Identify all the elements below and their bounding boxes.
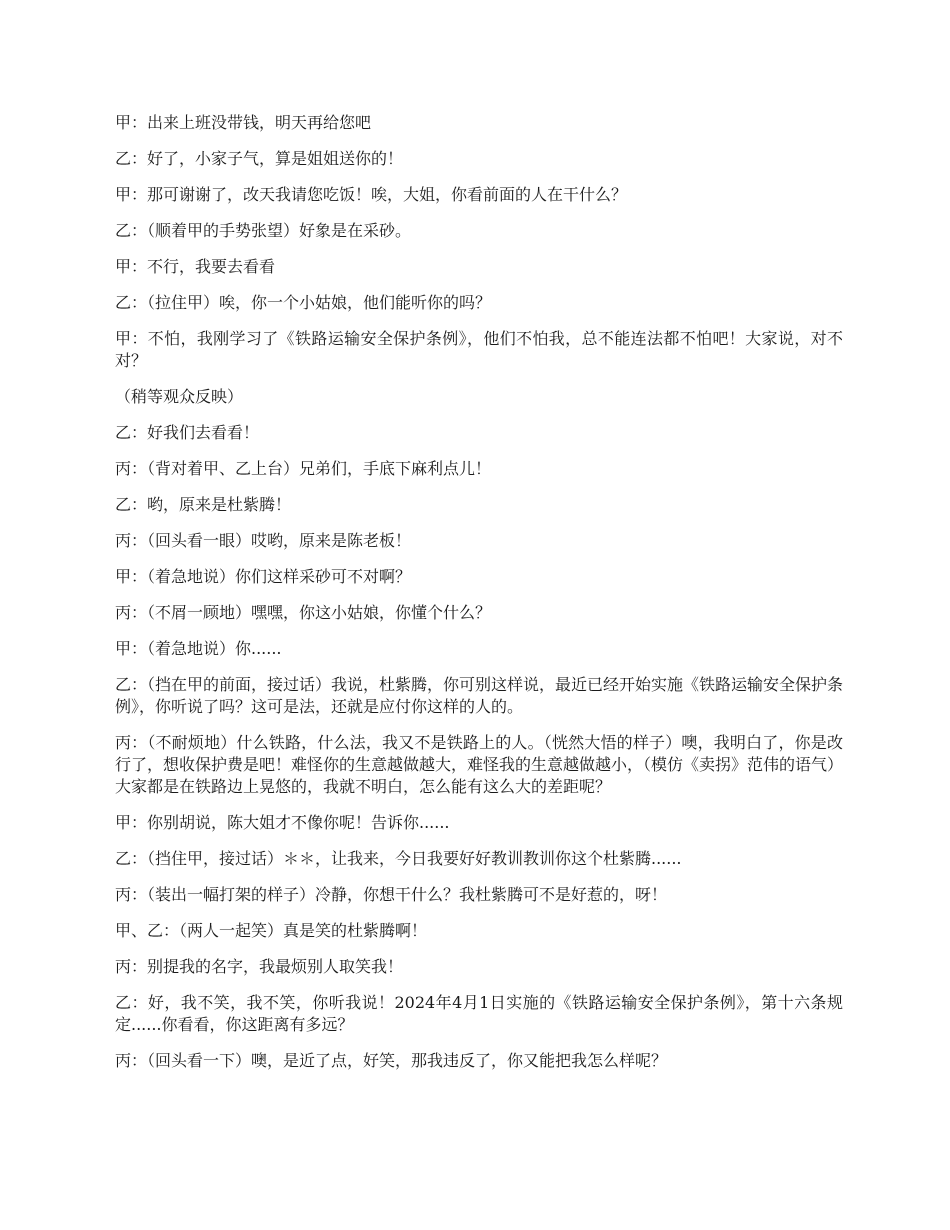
dialogue-line: 乙：好，我不笑，我不笑，你听我说！2024年4月1日实施的《铁路运输安全保护条例》，第十六条规定......你看看，你这距离有多远？ xyxy=(115,993,843,1034)
dialogue-line: 丙：（不耐烦地）什么铁路，什么法，我又不是铁路上的人。（恍然大悟的样子）噢，我明白了，你是改行了，想收保护费是吧！难怪你的生意越做越大，难怪我的生意越做越小，（模仿《卖拐》范伟的语气）大家都是在铁路边上晃悠的，我就不明白，怎么能有这么大的差距呢？ xyxy=(115,733,844,796)
dialogue-line: 甲：出来上班没带钱，明天再给您吧 xyxy=(115,113,372,132)
dialogue-line: 乙：（顺着甲的手势张望）好象是在采砂。 xyxy=(115,221,412,240)
dialogue-line: 甲：（着急地说）你...... xyxy=(115,639,282,658)
dialogue-line: 丙：别提我的名字，我最烦别人取笑我！ xyxy=(115,957,404,976)
dialogue-line: 乙：（拉住甲）唉，你一个小姑娘，他们能听你的吗？ xyxy=(115,293,492,312)
dialogue-line: 乙：哟，原来是杜紫腾！ xyxy=(115,495,292,514)
dialogue-line: 乙：（挡在甲的前面，接过话）我说，杜紫腾，你可别这样说，最近已经开始实施《铁路运输安全保护条例》，你听说了吗？这可是法，还就是应付你这样的人的。 xyxy=(115,675,844,716)
dialogue-line: 乙：（挡住甲，接过话）＊＊，让我来，今日我要好好教训教训你这个杜紫腾...... xyxy=(115,849,682,868)
dialogue-line: 甲、乙：（两人一起笑）真是笑的杜紫腾啊！ xyxy=(115,921,428,940)
dialogue-line: 丙：（回头看一眼）哎哟，原来是陈老板！ xyxy=(115,531,412,550)
dialogue-line: 丙：（不屑一顾地）嘿嘿，你这小姑娘，你懂个什么？ xyxy=(115,603,492,622)
dialogue-line: 甲：那可谢谢了，改天我请您吃饭！唉，大姐，你看前面的人在干什么？ xyxy=(115,185,628,204)
dialogue-line: 丙：（背对着甲、乙上台）兄弟们，手底下麻利点儿！ xyxy=(115,459,492,478)
stage-direction: （稍等观众反映） xyxy=(115,387,244,406)
dialogue-line: 甲：（着急地说）你们这样采砂可不对啊？ xyxy=(115,567,412,586)
dialogue-line: 乙：好了，小家子气，算是姐姐送你的！ xyxy=(115,149,404,168)
dialogue-line: 乙：好我们去看看！ xyxy=(115,423,260,442)
script-body xyxy=(115,112,843,1086)
dialogue-line: 甲：不行，我要去看看 xyxy=(115,257,276,276)
dialogue-line: 丙：（回头看一下）噢，是近了点，好笑，那我违反了，你又能把我怎么样呢？ xyxy=(115,1051,668,1070)
dialogue-line: 甲：不怕，我刚学习了《铁路运输安全保护条例》，他们不怕我，总不能连法都不怕吧！大家说，对不对？ xyxy=(115,329,843,370)
dialogue-line: 丙：（装出一幅打架的样子）冷静，你想干什么？我杜紫腾可不是好惹的，呀！ xyxy=(115,885,668,904)
dialogue-line: 甲：你别胡说，陈大姐才不像你呢！告诉你...... xyxy=(115,813,450,832)
